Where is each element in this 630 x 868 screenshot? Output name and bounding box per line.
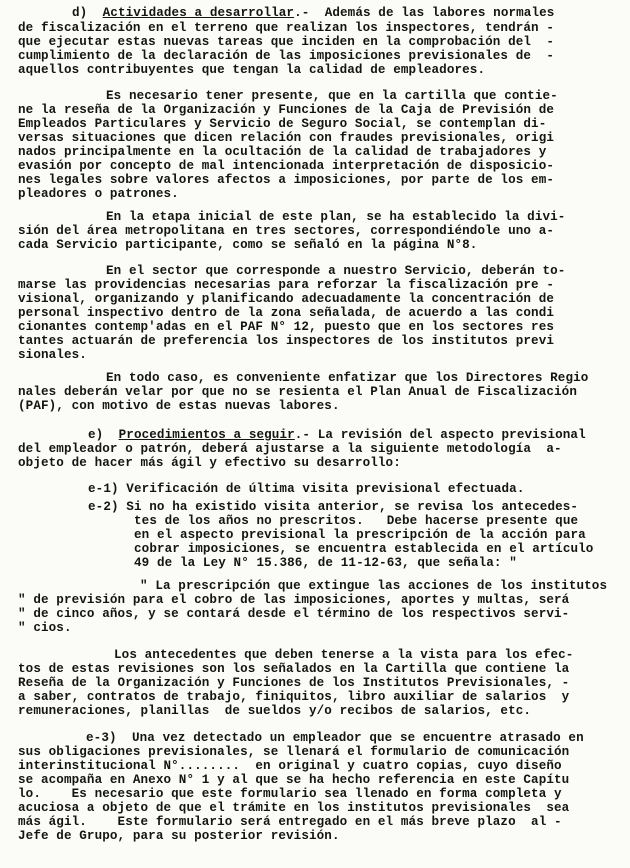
text-line [18, 131, 554, 145]
text-line [106, 210, 565, 224]
text-segment: personal inspectivo dentro de la zona señalada, de acuerdo a las condi [18, 306, 555, 320]
text-line [18, 607, 569, 621]
text-line [18, 35, 554, 49]
text-line [18, 334, 554, 348]
text-line [106, 264, 565, 278]
text-segment: cionantes contemp'adas en el PAF N° 12, puesto que en los sectores res [18, 320, 555, 334]
text-line [134, 528, 586, 542]
text-line [88, 500, 578, 514]
text-line [18, 745, 569, 759]
text-segment: d) [72, 6, 103, 20]
text-line [18, 278, 554, 292]
text-segment: tes de los años no prescritos. Debe hacerse presente que [134, 514, 579, 528]
text-segment: cobrar imposiciones, se encuentra establecida en el artículo [134, 542, 594, 556]
text-segment: Reseña de la Organización y Funciones de los Institutos Previsionales, - [18, 676, 570, 690]
text-line [18, 306, 554, 320]
text-segment: " de cinco años, y se contará desde el término de los respectivos servi- [18, 607, 570, 621]
text-segment: objeto de hacer más ágil y efectivo su desarrollo: [18, 456, 401, 470]
text-line [18, 773, 569, 787]
text-line [18, 238, 477, 252]
text-segment: remuneraciones, planillas de sueldos y/o recibos de salarios, etc. [18, 704, 532, 718]
text-line [18, 159, 554, 173]
text-segment: Empleados Particulares y Servicio de Seguro Social, se contemplan di- [18, 117, 547, 131]
text-segment: pleadores o patrones. [18, 187, 179, 201]
text-segment: e-1) Verificación de última visita previsional efectuada. [88, 482, 525, 496]
text-segment: e-3) Una vez detectado un empleador que se encuentre atrasado en [86, 731, 584, 745]
text-line [18, 63, 485, 77]
text-segment: del empleador o patrón, deberá ajustarse a la siguiente metodología a- [18, 442, 562, 456]
text-segment: en el aspecto previsional la prescripción de la acción para [134, 528, 586, 542]
text-line [18, 292, 554, 306]
text-line [18, 103, 554, 117]
text-line [18, 704, 531, 718]
text-segment: a saber, contratos de trabajo, finiquitos, libro auxiliar de salarios y [18, 690, 570, 704]
text-line [18, 145, 546, 159]
text-line [18, 456, 401, 470]
text-segment: más ágil. Este formulario será entregado en el más breve plazo al - [18, 815, 562, 829]
text-line [106, 89, 558, 103]
text-segment: marse las providencias necesarias para reforzar la fiscalización pre - [18, 278, 555, 292]
text-line [106, 371, 588, 385]
text-line [18, 801, 569, 815]
text-line [18, 829, 340, 843]
text-line [18, 348, 87, 362]
text-line [18, 21, 554, 35]
text-segment: sión del área metropolitana en tres sectores, correspondiéndole uno a- [18, 224, 555, 238]
text-segment: interinstitucional N°........ en original y cuatro copias, cuyo diseño [18, 759, 562, 773]
text-segment: .- La revisión del aspecto previsional [294, 428, 586, 442]
text-line [18, 320, 554, 334]
text-segment: " de previsión para el cobro de las imposiciones, aportes y multas, será [18, 593, 570, 607]
text-segment: lo. Es necesario que este formulario sea llenado en forma completa y [18, 787, 562, 801]
text-line [88, 428, 586, 442]
text-segment: " La prescripción que extingue las acciones de los institutos [140, 579, 608, 593]
text-segment: cada Servicio participante, como se señaló en la página N°8. [18, 238, 478, 252]
text-line [18, 385, 577, 399]
text-line [18, 49, 554, 63]
text-segment: sionales. [18, 348, 87, 362]
heading-underlined: Procedimientos a seguir [118, 428, 295, 442]
text-segment: En todo caso, es conveniente enfatizar que los Directores Regio [106, 371, 589, 385]
text-segment: (PAF), con motivo de estas nuevas labores. [18, 399, 340, 413]
text-segment: e-2) Si no ha existido visita anterior, se revisa los antecedes- [88, 500, 579, 514]
text-segment: Es necesario tener presente, que en la cartilla que contie- [106, 89, 558, 103]
text-line [18, 593, 569, 607]
text-segment: versas situaciones que dicen relación con fraudes previsionales, origi [18, 131, 555, 145]
text-segment: Jefe de Grupo, para su posterior revisión. [18, 829, 340, 843]
text-line [18, 173, 554, 187]
text-line [18, 621, 72, 635]
text-segment: aquellos contribuyentes que tengan la calidad de empleadores. [18, 63, 486, 77]
text-line [18, 787, 562, 801]
text-line [140, 579, 607, 593]
text-line [18, 442, 562, 456]
text-segment: En la etapa inicial de este plan, se ha establecido la divi- [106, 210, 566, 224]
text-line [114, 648, 573, 662]
text-segment: se acompaña en Anexo N° 1 y al que se ha hecho referencia en este Capítu [18, 773, 570, 787]
text-line [18, 815, 562, 829]
text-line [86, 731, 584, 745]
text-line [18, 117, 546, 131]
text-line [18, 690, 569, 704]
text-line [88, 482, 524, 496]
text-segment: .- Además de las labores normales [294, 6, 555, 20]
text-line [134, 556, 517, 570]
text-segment: cumplimiento de la declaración de las imposiciones previsionales de - [18, 49, 555, 63]
heading-underlined: Actividades a desarrollar [102, 6, 295, 20]
text-segment: 49 de la Ley N° 15.386, de 11-12-63, que señala: " [134, 556, 517, 570]
text-segment: visional, organizando y planificando adecuadamente la concentración de [18, 292, 555, 306]
text-segment: acuciosa a objeto de que el trámite en los institutos previsionales sea [18, 801, 570, 815]
text-segment: En el sector que corresponde a nuestro Servicio, deberán to- [106, 264, 566, 278]
text-segment: e) [88, 428, 119, 442]
text-line [134, 514, 578, 528]
text-segment: tos de estas revisiones son los señalados en la Cartilla que contiene la [18, 662, 570, 676]
text-segment: sus obligaciones previsionales, se llenará el formulario de comunicación [18, 745, 570, 759]
text-segment: Los antecedentes que deben tenerse a la vista para los efec- [114, 648, 574, 662]
text-line [18, 662, 569, 676]
text-segment: " cios. [18, 621, 72, 635]
text-segment: evasión por concepto de mal intencionada interpretación de disposicio- [18, 159, 555, 173]
text-line [18, 399, 340, 413]
text-line [18, 187, 179, 201]
text-segment: de fiscalización en el terreno que realizan los inspectores, tendrán - [18, 21, 555, 35]
text-line [72, 6, 554, 20]
text-segment: nados principalmente en la ocultación de la calidad de trabajadores y [18, 145, 547, 159]
text-segment: nales deberán velar por que no se resienta el Plan Anual de Fiscalización [18, 385, 577, 399]
text-line [134, 542, 593, 556]
text-line [18, 676, 569, 690]
text-segment: ne la reseña de la Organización y Funciones de la Caja de Previsión de [18, 103, 555, 117]
text-segment: tantes actuarán de preferencia los inspectores de los institutos previ [18, 334, 555, 348]
text-line [18, 759, 562, 773]
text-segment: nes legales sobre valores afectos a imposiciones, por parte de los em- [18, 173, 555, 187]
text-segment: que ejecutar estas nuevas tareas que inciden en la comprobación del - [18, 35, 555, 49]
text-line [18, 224, 554, 238]
